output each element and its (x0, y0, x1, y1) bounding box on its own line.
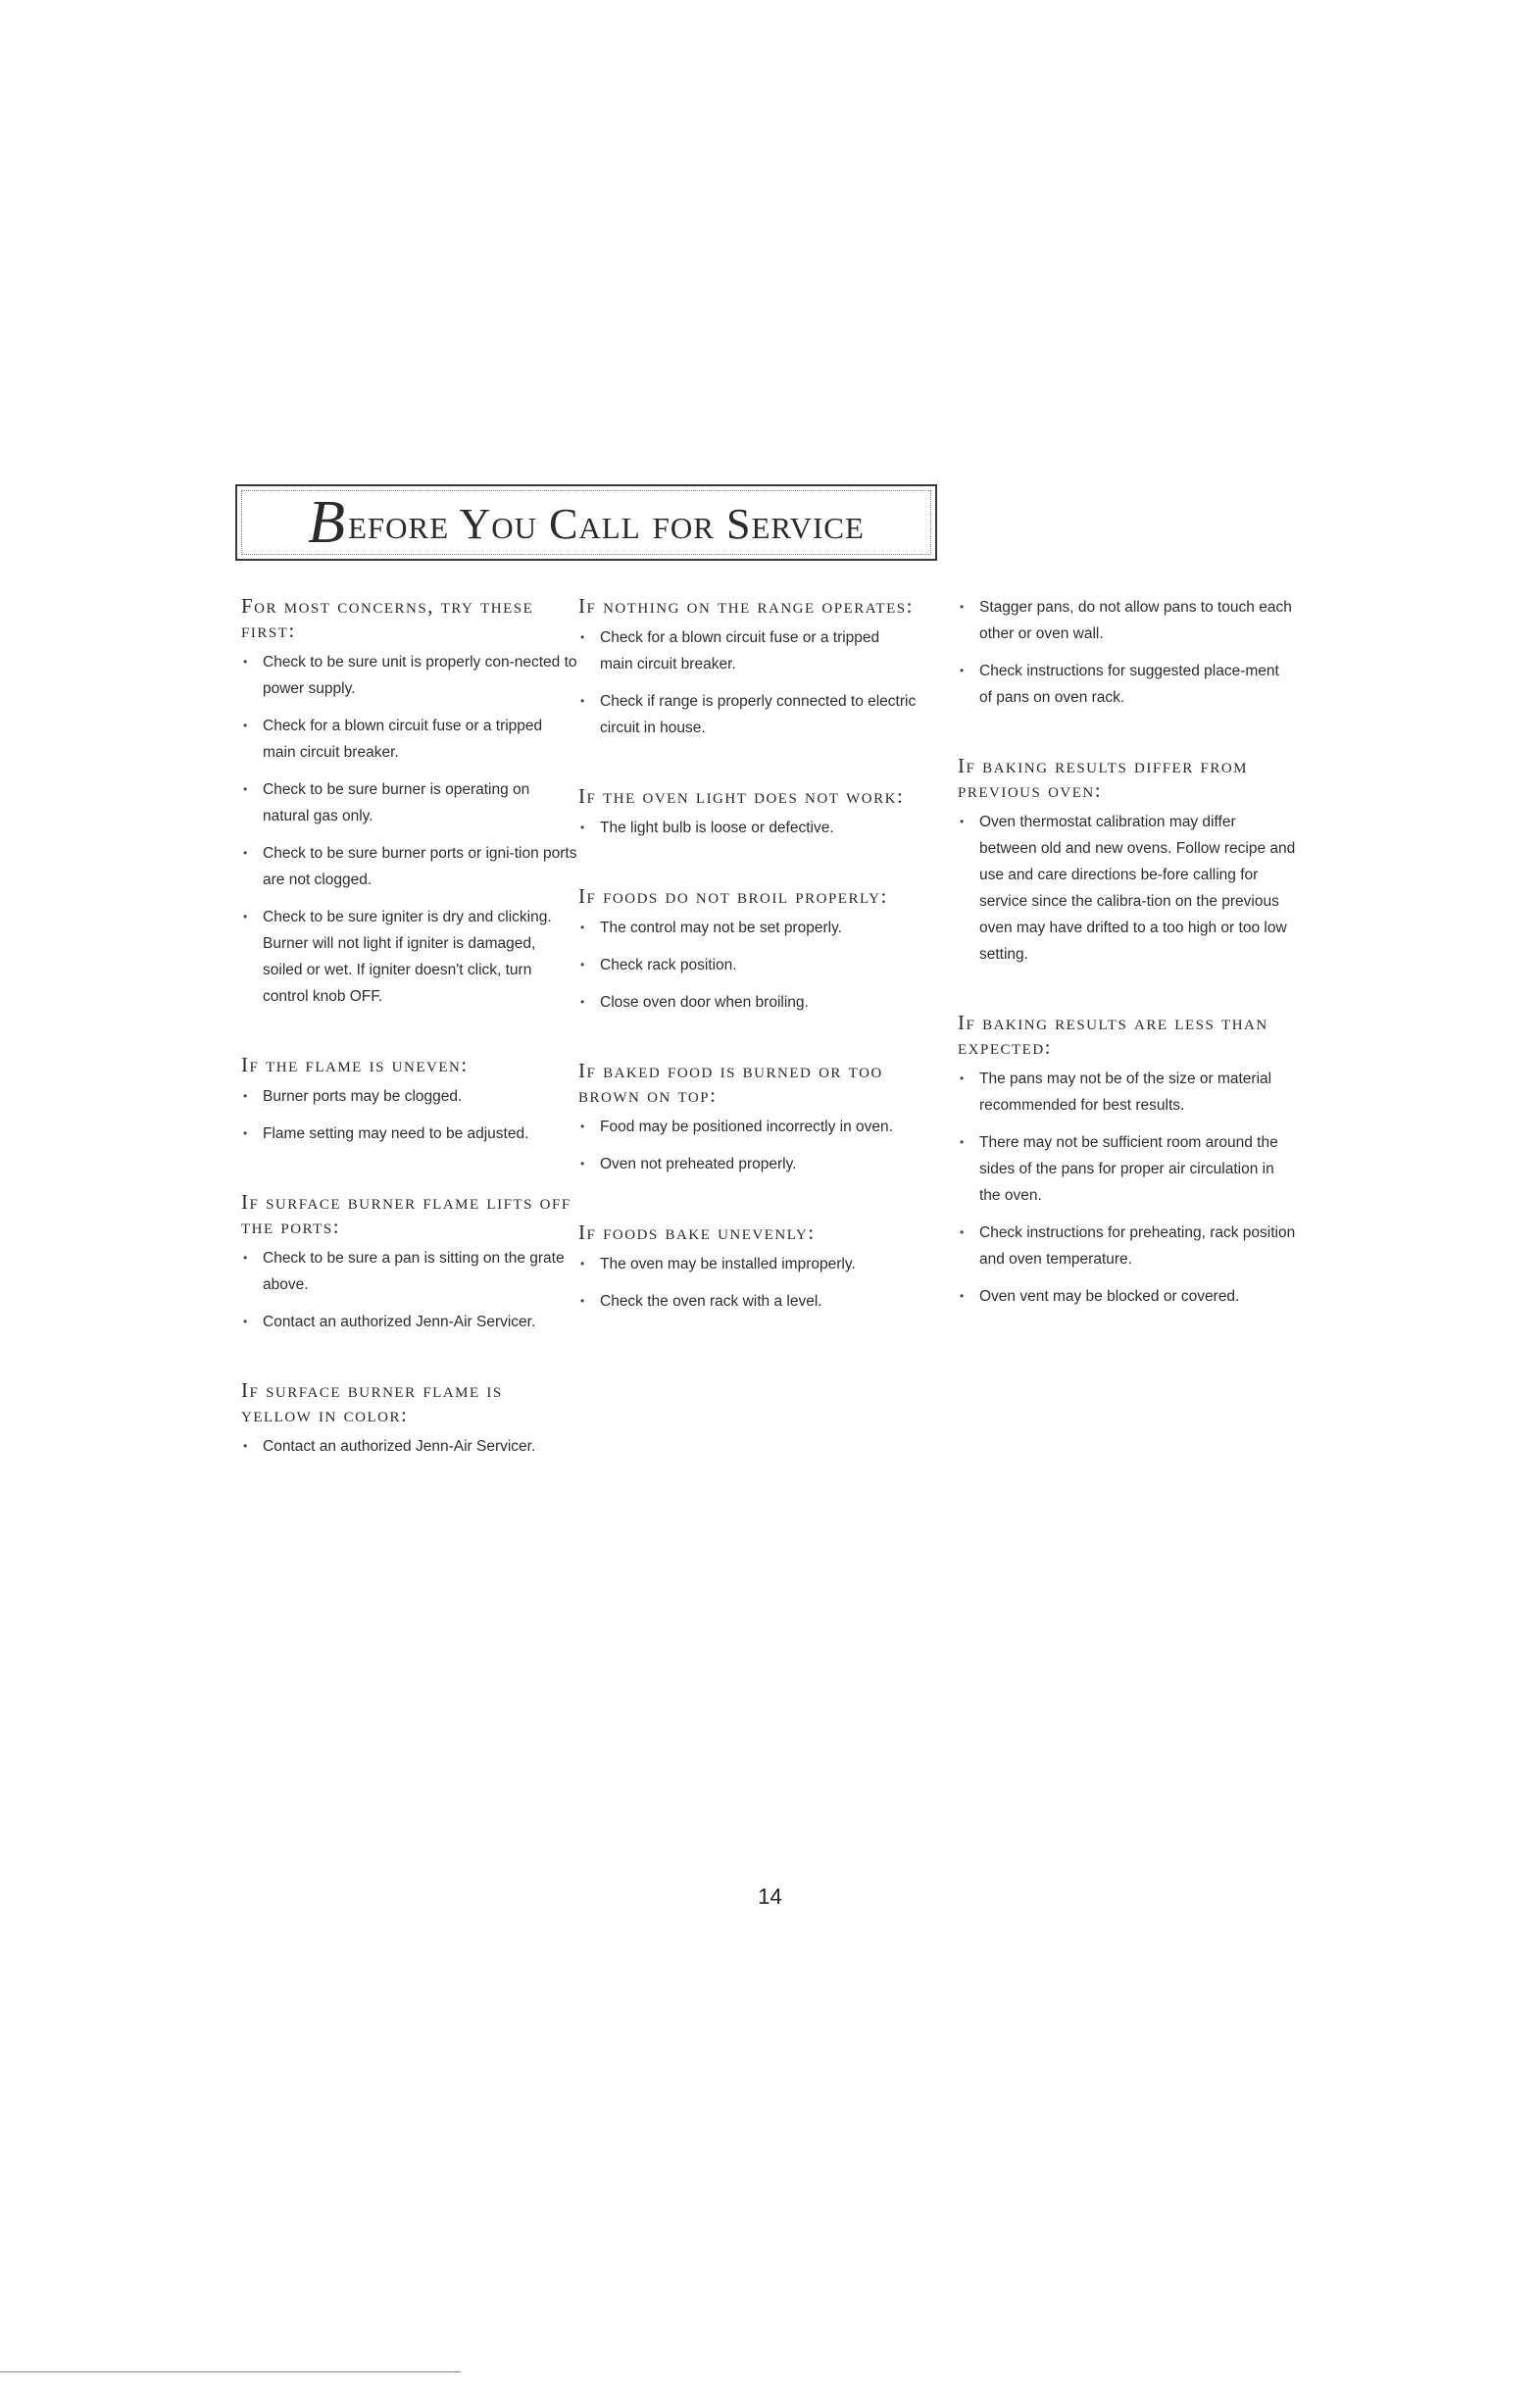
page-banner (235, 484, 937, 561)
bullet-item: • The oven may be installed improperly. (578, 1251, 917, 1277)
troubleshooting-section (958, 754, 1296, 968)
section-heading: If foods do not broil properly: (578, 884, 888, 908)
troubleshooting-section (241, 1053, 579, 1147)
bullet-list (241, 649, 579, 1010)
bullet-item: • Stagger pans, do not allow pans to touch each other or oven wall. (958, 594, 1296, 647)
section-heading: If baked food is burned or too brown on top: (578, 1059, 883, 1107)
bullet-item: • Check if range is properly connected to electric circuit in house. (578, 688, 917, 741)
bullet-item: • Flame setting may need to be adjusted. (241, 1121, 579, 1147)
bullet-list (578, 1114, 917, 1177)
troubleshooting-section (578, 1220, 917, 1315)
section-heading: If the flame is uneven: (241, 1053, 469, 1076)
troubleshooting-section (578, 594, 917, 741)
bullet-list (578, 915, 917, 1016)
bullet-item: • Check instructions for preheating, rack position and oven temperature. (958, 1220, 1296, 1272)
bullet-list (578, 1251, 917, 1315)
bullet-item: • Check to be sure unit is properly con-nected to power supply. (241, 649, 579, 702)
bullet-item: • Oven not preheated properly. (578, 1151, 917, 1177)
bullet-item: • Check rack position. (578, 952, 917, 978)
troubleshooting-section (241, 1190, 579, 1335)
page-number: 14 (758, 1884, 782, 1909)
bottom-rule (0, 2371, 461, 2372)
troubleshooting-section (958, 1011, 1296, 1310)
bullet-list (241, 1433, 579, 1460)
section-heading: If surface burner flame lifts off the ports: (241, 1190, 571, 1238)
bullet-item: • Check to be sure a pan is sitting on the grate above. (241, 1245, 579, 1298)
bullet-item: • Check to be sure igniter is dry and clicking. Burner will not light if igniter is damaged, soiled or wet. If igniter doesn't click, turn control knob OFF. (241, 904, 579, 1010)
section-heading: For most concerns, try these first: (241, 594, 534, 642)
bullet-list (958, 1066, 1296, 1310)
bullet-item: • The pans may not be of the size or material recommended for best results. (958, 1066, 1296, 1119)
bullet-item: • Burner ports may be clogged. (241, 1083, 579, 1110)
section-heading: If the oven light does not work: (578, 784, 905, 808)
bullet-list (241, 1083, 579, 1147)
bullet-item: • Contact an authorized Jenn-Air Servicer. (241, 1309, 579, 1335)
title-rest: efore You Call for Service (347, 499, 865, 548)
page-title (308, 488, 865, 558)
troubleshooting-section (241, 594, 579, 1010)
bullet-item: • Contact an authorized Jenn-Air Servicer. (241, 1433, 579, 1460)
bullet-item: • Oven vent may be blocked or covered. (958, 1283, 1296, 1310)
section-heading: If surface burner flame is yellow in color: (241, 1378, 503, 1426)
troubleshooting-section (578, 884, 917, 1016)
bullet-item: • Check to be sure burner is operating on natural gas only. (241, 776, 579, 829)
bullet-item: • Check the oven rack with a level. (578, 1288, 917, 1315)
bullet-item: • The light bulb is loose or defective. (578, 815, 917, 841)
bullet-item: • There may not be sufficient room around the sides of the pans for proper air circulation in the oven. (958, 1129, 1296, 1209)
troubleshooting-section (578, 1059, 917, 1177)
bullet-item: • Check to be sure burner ports or igni-tion ports are not clogged. (241, 840, 579, 893)
troubleshooting-section (578, 784, 917, 841)
bullet-item: • Check for a blown circuit fuse or a tripped main circuit breaker. (241, 713, 579, 766)
column-1 (241, 594, 579, 1503)
section-heading: If foods bake unevenly: (578, 1220, 816, 1244)
section-heading: If baking results differ from previous oven: (958, 754, 1248, 802)
troubleshooting-section (958, 594, 1296, 711)
section-heading: If baking results are less than expected: (958, 1011, 1268, 1059)
bullet-list (241, 1245, 579, 1335)
bullet-list (958, 809, 1296, 968)
bullet-item: • Close oven door when broiling. (578, 989, 917, 1016)
title-initial: B (308, 488, 346, 556)
bullet-list (578, 815, 917, 841)
troubleshooting-section (241, 1378, 579, 1460)
bullet-list (958, 594, 1296, 711)
bullet-item: • Oven thermostat calibration may differ between old and new ovens. Follow recipe and use and care directions be-fore calling for service since the calibra-tion on the previous oven may have drifted to a too high or too low setting. (958, 809, 1296, 968)
bullet-list (578, 624, 917, 741)
bullet-item: • Food may be positioned incorrectly in oven. (578, 1114, 917, 1140)
bullet-item: • Check instructions for suggested place-ment of pans on oven rack. (958, 658, 1296, 711)
bullet-item: • The control may not be set properly. (578, 915, 917, 941)
column-3 (958, 594, 1296, 1353)
bullet-item: • Check for a blown circuit fuse or a tripped main circuit breaker. (578, 624, 917, 677)
column-2 (578, 594, 917, 1358)
section-heading: If nothing on the range operates: (578, 594, 914, 618)
